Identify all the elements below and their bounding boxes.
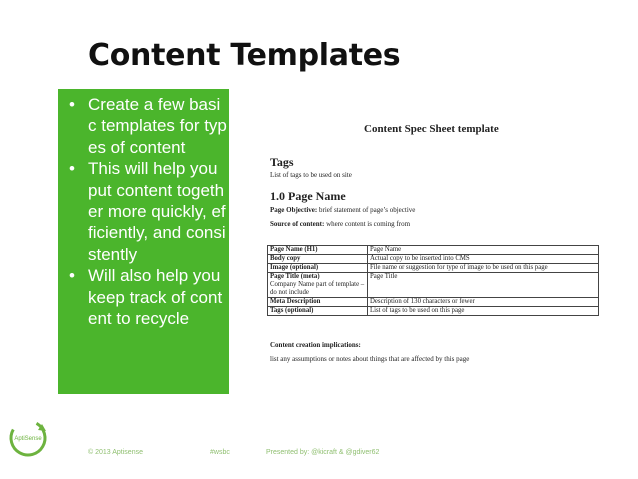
table-key: Tags (optional) (268, 307, 368, 316)
table-row (268, 264, 599, 273)
table-key-note: Company Name part of template – do not include (270, 281, 365, 296)
source-text: where content is coming from (324, 220, 411, 228)
aptisense-logo-icon (6, 416, 50, 460)
bullet-text: This will help you put content together more quickly, efficiently, and consistently (88, 159, 226, 264)
bullet-box (58, 89, 229, 394)
bullet-text: Create a few basic templates for types of content (88, 95, 227, 157)
implications-heading: Content creation implications: (270, 341, 361, 349)
table-key-cell (268, 273, 368, 298)
table-key: Page Name (H1) (268, 246, 368, 255)
bullet-icon: • (69, 95, 75, 114)
page-objective-label: Page Objective: (270, 206, 318, 214)
page-name-heading: 1.0 Page Name (270, 189, 346, 203)
bullet-text: Will also help you keep track of content to recycle (88, 266, 223, 329)
bullet-item (66, 158, 228, 265)
table-value: Page Title (368, 273, 599, 298)
bullet-icon: • (69, 159, 75, 179)
slide-title: Content Templates (88, 38, 401, 73)
bullet-item (66, 265, 228, 329)
source-of-content (270, 220, 410, 228)
table-row (268, 273, 599, 298)
spec-sheet-image (262, 115, 602, 375)
table-value: Description of 130 characters or fewer (368, 298, 599, 307)
bullet-icon: • (69, 266, 75, 286)
spec-table (267, 245, 599, 316)
source-label: Source of content: (270, 220, 325, 228)
page-objective (270, 206, 415, 214)
tags-subtext: List of tags to be used on site (270, 171, 352, 179)
tags-heading: Tags (270, 155, 294, 169)
table-row (268, 255, 599, 264)
table-row (268, 298, 599, 307)
footer-hashtag: #wsbc (210, 449, 230, 456)
table-row (268, 246, 599, 255)
table-value: Page Name (368, 246, 599, 255)
table-value: Actual copy to be inserted into CMS (368, 255, 599, 264)
table-key: Body copy (268, 255, 368, 264)
page-objective-text: brief statement of page’s objective (317, 206, 416, 214)
table-value: File name or suggestion for type of image to be used on this page (368, 264, 599, 273)
table-row (268, 307, 599, 316)
bullet-item (66, 94, 228, 158)
footer-copyright: © 2013 Aptisense (88, 449, 143, 456)
spec-sheet-title: Content Spec Sheet template (364, 123, 499, 135)
logo-text: AptiSense (14, 436, 42, 442)
table-key: Meta Description (268, 298, 368, 307)
table-key: Image (optional) (268, 264, 368, 273)
table-value: List of tags to be used on this page (368, 307, 599, 316)
footer-presenter: Presented by: @kicraft & @gdiver62 (266, 449, 380, 456)
bullet-list (66, 94, 228, 329)
implications-text: list any assumptions or notes about things that are affected by this page (270, 355, 470, 363)
table-key: Page Title (meta) (270, 273, 320, 280)
